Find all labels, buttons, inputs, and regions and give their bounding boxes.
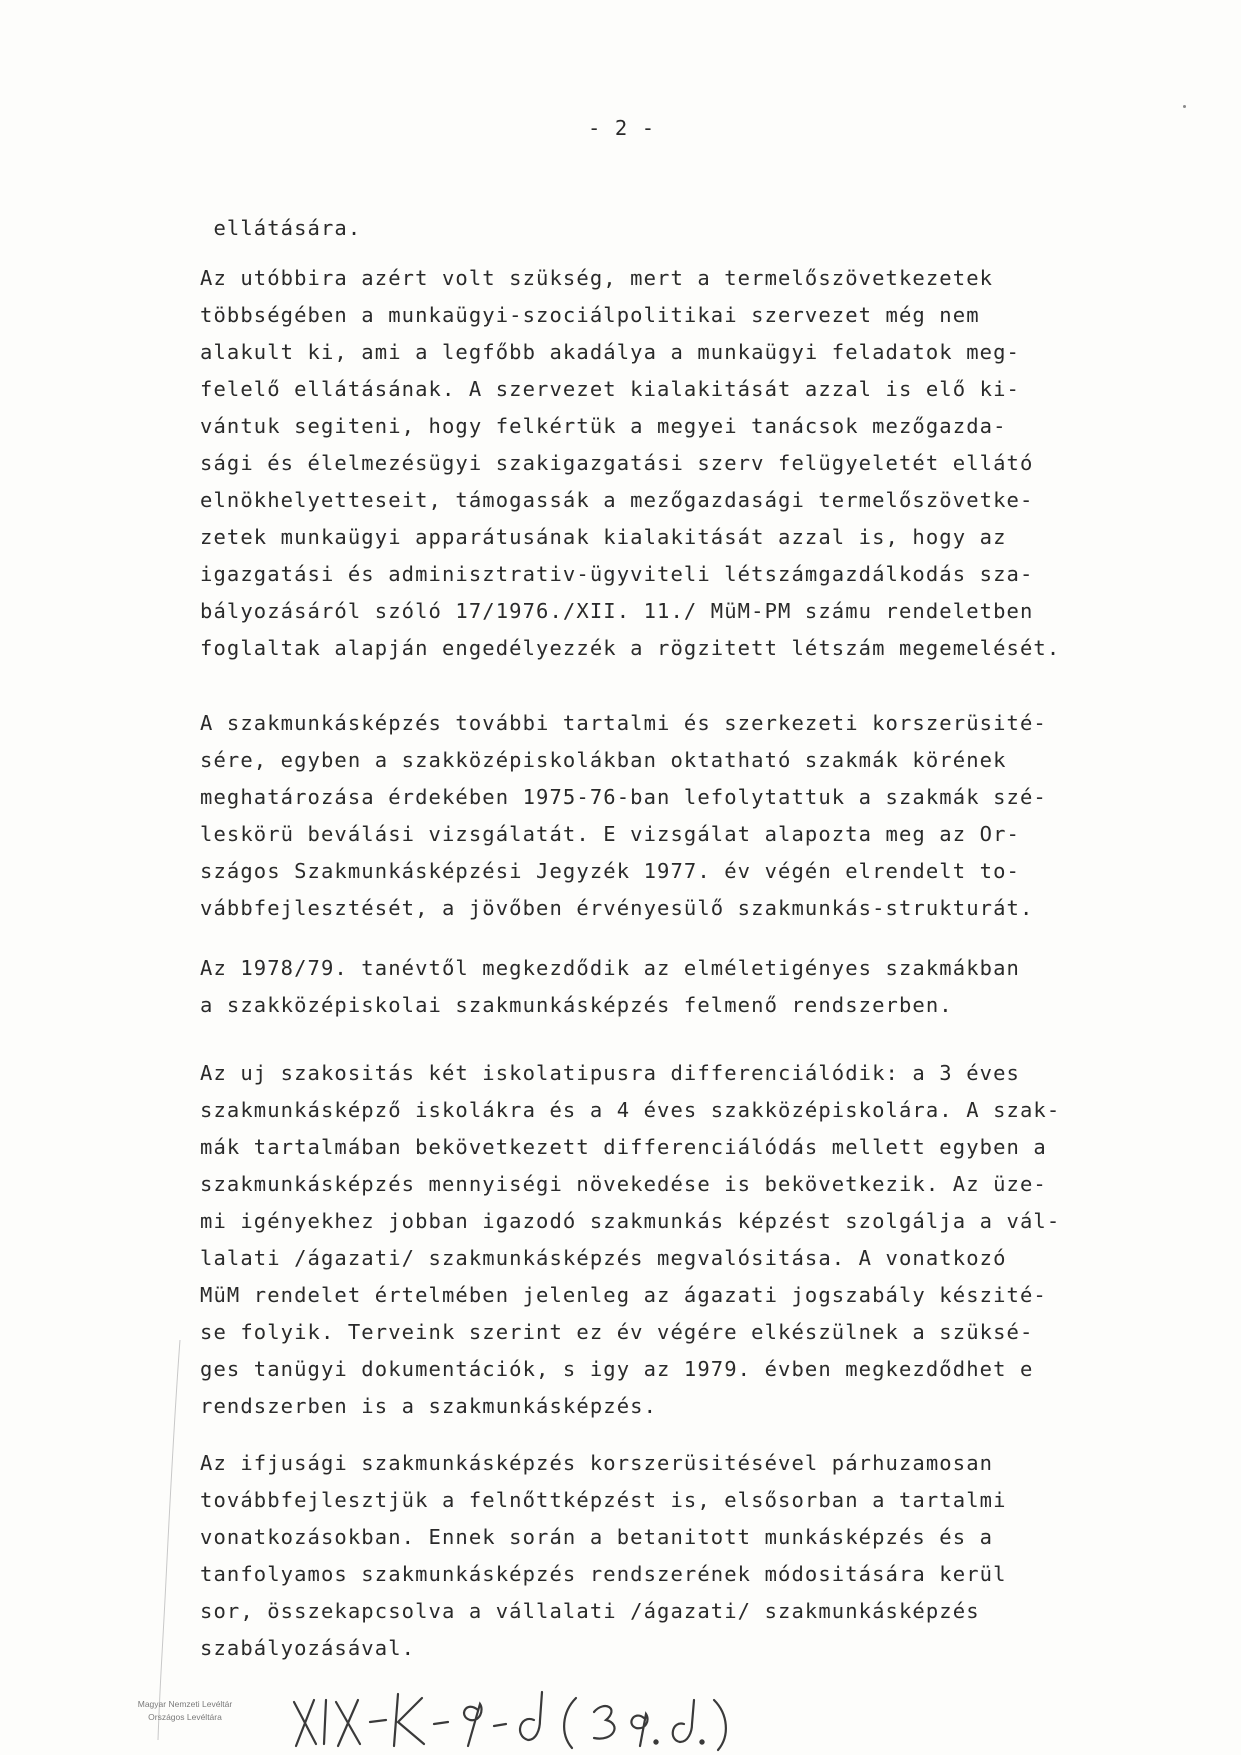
text-line: vántuk segiteni, hogy felkértük a megyei tanácsok mezőgazda-	[200, 414, 1007, 438]
text-line: se folyik. Terveink szerint ez év végére elkészülnek a szüksé-	[200, 1320, 1034, 1344]
paragraph	[200, 950, 1180, 1024]
text-line: mák tartalmában bekövetkezett differenciálódás mellett egyben a	[200, 1135, 1047, 1159]
text-line: ges tanügyi dokumentációk, s igy az 1979. évben megkezdődhet e	[200, 1357, 1034, 1381]
text-line: ellátására.	[200, 216, 362, 240]
text-line: szakmunkásképzés mennyiségi növekedése is bekövetkezik. Az üze-	[200, 1172, 1047, 1196]
text-line: tanfolyamos szakmunkásképzés rendszerének módositására kerül	[200, 1562, 1007, 1586]
archive-stamp-line2: Országos Levéltára	[148, 1712, 222, 1722]
text-line: rendszerben is a szakmunkásképzés.	[200, 1394, 658, 1418]
paragraph	[200, 1445, 1180, 1667]
text-line: sági és élelmezésügyi szakigazgatási szerv felügyeletét ellátó	[200, 451, 1034, 475]
text-line: a szakközépiskolai szakmunkásképzés felmenő rendszerben.	[200, 993, 953, 1017]
paragraph	[200, 260, 1180, 667]
text-line: vábbfejlesztését, a jövőben érvényesülő szakmunkás-strukturát.	[200, 896, 1034, 920]
text-line: sére, egyben a szakközépiskolákban oktatható szakmák körének	[200, 748, 1007, 772]
text-line: szabályozásával.	[200, 1636, 416, 1660]
text-line: továbbfejlesztjük a felnőttképzést is, elsősorban a tartalmi	[200, 1488, 1007, 1512]
text-line: bályozásáról szóló 17/1976./XII. 11./ MüM-PM számu rendeletben	[200, 599, 1034, 623]
text-line: leskörü beválási vizsgálatát. E vizsgálat alapozta meg az Or-	[200, 822, 1020, 846]
text-line: Az uj szakositás két iskolatipusra differenciálódik: a 3 éves	[200, 1061, 1020, 1085]
text-line: Az 1978/79. tanévtől megkezdődik az elméletigényes szakmákban	[200, 956, 1020, 980]
scan-speck	[1183, 105, 1186, 108]
archive-stamp	[110, 1698, 260, 1724]
text-line: Az ifjusági szakmunkásképzés korszerüsitésével párhuzamosan	[200, 1451, 994, 1475]
margin-pencil-mark	[150, 1340, 190, 1740]
text-line: mi igényekhez jobban igazodó szakmunkás képzést szolgálja a vál-	[200, 1209, 1061, 1233]
handwritten-archive-reference	[290, 1680, 770, 1755]
text-line: szágos Szakmunkásképzési Jegyzék 1977. év végén elrendelt to-	[200, 859, 1020, 883]
text-line: alakult ki, ami a legfőbb akadálya a munkaügyi feladatok meg-	[200, 340, 1020, 364]
text-line: meghatározása érdekében 1975-76-ban lefolytattuk a szakmák szé-	[200, 785, 1047, 809]
text-line: igazgatási és adminisztrativ-ügyviteli létszámgazdálkodás sza-	[200, 562, 1034, 586]
archive-stamp-line1: Magyar Nemzeti Levéltár	[137, 1699, 233, 1709]
paragraph	[200, 705, 1180, 927]
text-line: vonatkozásokban. Ennek során a betanitott munkásképzés és a	[200, 1525, 994, 1549]
text-line: elnökhelyetteseit, támogassák a mezőgazdasági termelőszövetke-	[200, 488, 1034, 512]
text-line: felelő ellátásának. A szervezet kialakitását azzal is elő ki-	[200, 377, 1020, 401]
text-line: Az utóbbira azért volt szükség, mert a termelőszövetkezetek	[200, 266, 994, 290]
text-line: szakmunkásképző iskolákra és a 4 éves szakközépiskolára. A szak-	[200, 1098, 1061, 1122]
text-line: foglaltak alapján engedélyezzék a rögzitett létszám megemelését.	[200, 636, 1061, 660]
text-line: sor, összekapcsolva a vállalati /ágazati/ szakmunkásképzés	[200, 1599, 980, 1623]
paragraph	[200, 210, 1180, 247]
paragraph	[200, 1055, 1180, 1425]
text-line: lalati /ágazati/ szakmunkásképzés megvalósitása. A vonatkozó	[200, 1246, 1007, 1270]
text-line: többségében a munkaügyi-szociálpolitikai szervezet még nem	[200, 303, 980, 327]
text-line: MüM rendelet értelmében jelenleg az ágazati jogszabály készité-	[200, 1283, 1047, 1307]
page-number: - 2 -	[588, 116, 656, 140]
text-line: A szakmunkásképzés további tartalmi és szerkezeti korszerüsité-	[200, 711, 1047, 735]
text-line: zetek munkaügyi apparátusának kialakitását azzal is, hogy az	[200, 525, 1007, 549]
